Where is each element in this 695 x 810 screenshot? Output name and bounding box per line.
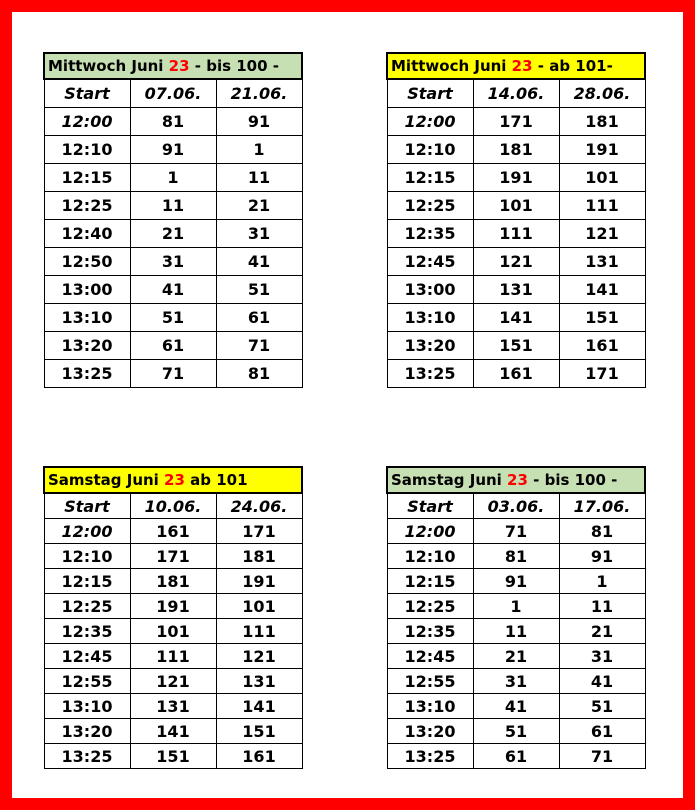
value-cell: 1 [216,136,302,164]
value-cell: 31 [216,220,302,248]
value-cell: 51 [559,694,645,719]
value-cell: 151 [130,744,216,769]
header-cell: Start [44,493,130,519]
schedule-table-samstag-bis-100 [386,466,646,769]
value-cell: 101 [473,192,559,220]
table-header-row [387,79,645,108]
table-title: Samstag Juni 23 ab 101 [44,467,302,493]
start-time-cell: 12:15 [44,164,130,192]
table-row [387,744,645,769]
value-cell: 121 [130,669,216,694]
start-time-cell: 13:10 [44,304,130,332]
start-time-cell: 12:25 [44,594,130,619]
table-row [44,164,302,192]
table-row [44,519,302,544]
header-cell: 14.06. [473,79,559,108]
value-cell: 41 [130,276,216,304]
value-cell: 161 [216,744,302,769]
start-time-cell: 13:20 [44,719,130,744]
value-cell: 131 [473,276,559,304]
table-row [387,669,645,694]
value-cell: 71 [216,332,302,360]
table-row [387,248,645,276]
start-time-cell: 12:25 [387,594,473,619]
start-time-cell: 12:10 [387,136,473,164]
start-time-cell: 12:10 [387,544,473,569]
value-cell: 141 [216,694,302,719]
start-time-cell: 13:10 [387,694,473,719]
value-cell: 91 [216,108,302,136]
table-row [387,332,645,360]
header-cell: Start [44,79,130,108]
start-time-cell: 12:15 [44,569,130,594]
value-cell: 21 [130,220,216,248]
value-cell: 51 [130,304,216,332]
value-cell: 171 [130,544,216,569]
table-row [387,544,645,569]
value-cell: 81 [559,519,645,544]
header-cell: 21.06. [216,79,302,108]
table-row [44,669,302,694]
value-cell: 171 [473,108,559,136]
table-row [387,569,645,594]
table-row [44,694,302,719]
value-cell: 171 [559,360,645,388]
start-time-cell: 12:55 [387,669,473,694]
value-cell: 151 [559,304,645,332]
value-cell: 61 [559,719,645,744]
value-cell: 181 [473,136,559,164]
table-row [387,108,645,136]
table-row [387,304,645,332]
table-row [44,360,302,388]
start-time-cell: 12:35 [44,619,130,644]
value-cell: 51 [216,276,302,304]
value-cell: 41 [559,669,645,694]
start-time-cell: 12:45 [387,248,473,276]
start-time-cell: 13:20 [44,332,130,360]
table-row [44,192,302,220]
value-cell: 131 [216,669,302,694]
table-title: Mittwoch Juni 23 - ab 101- [387,53,645,79]
value-cell: 151 [473,332,559,360]
table-row [44,719,302,744]
start-time-cell: 12:00 [44,108,130,136]
value-cell: 121 [559,220,645,248]
start-time-cell: 12:25 [44,192,130,220]
value-cell: 11 [473,619,559,644]
table-header-row [44,493,302,519]
start-time-cell: 12:15 [387,569,473,594]
value-cell: 161 [130,519,216,544]
table-title: Mittwoch Juni 23 - bis 100 - [44,53,302,79]
schedule-table-mittwoch-ab-101 [386,52,646,388]
start-time-cell: 12:55 [44,669,130,694]
value-cell: 101 [130,619,216,644]
value-cell: 1 [559,569,645,594]
start-time-cell: 12:15 [387,164,473,192]
start-time-cell: 12:10 [44,544,130,569]
value-cell: 61 [473,744,559,769]
start-time-cell: 13:00 [387,276,473,304]
table-row [387,220,645,248]
start-time-cell: 12:50 [44,248,130,276]
table-row [387,276,645,304]
value-cell: 61 [216,304,302,332]
table-row [387,644,645,669]
start-time-cell: 12:45 [44,644,130,669]
value-cell: 181 [130,569,216,594]
value-cell: 101 [559,164,645,192]
value-cell: 171 [216,519,302,544]
start-time-cell: 12:00 [44,519,130,544]
value-cell: 111 [130,644,216,669]
value-cell: 111 [559,192,645,220]
table-row [387,694,645,719]
header-cell: 10.06. [130,493,216,519]
table-row [44,248,302,276]
start-time-cell: 12:10 [44,136,130,164]
schedule-table-samstag-ab-101 [43,466,303,769]
value-cell: 161 [559,332,645,360]
value-cell: 1 [473,594,559,619]
start-time-cell: 13:10 [387,304,473,332]
value-cell: 21 [216,192,302,220]
value-cell: 71 [473,519,559,544]
value-cell: 191 [216,569,302,594]
start-time-cell: 13:20 [387,332,473,360]
table-row [44,569,302,594]
value-cell: 41 [473,694,559,719]
value-cell: 141 [130,719,216,744]
start-time-cell: 13:25 [387,744,473,769]
value-cell: 81 [130,108,216,136]
start-time-cell: 12:35 [387,220,473,248]
start-time-cell: 13:10 [44,694,130,719]
value-cell: 21 [473,644,559,669]
table-row [44,304,302,332]
table-row [44,136,302,164]
value-cell: 11 [130,192,216,220]
table-row [44,544,302,569]
schedule-table-mittwoch-bis-100 [43,52,303,388]
start-time-cell: 13:25 [44,360,130,388]
value-cell: 91 [130,136,216,164]
value-cell: 111 [216,619,302,644]
value-cell: 191 [130,594,216,619]
start-time-cell: 13:25 [387,360,473,388]
table-row [387,164,645,192]
value-cell: 31 [559,644,645,669]
table-row [44,744,302,769]
header-cell: 03.06. [473,493,559,519]
value-cell: 111 [473,220,559,248]
value-cell: 41 [216,248,302,276]
value-cell: 81 [216,360,302,388]
table-row [44,276,302,304]
table-row [44,332,302,360]
table-header-row [44,79,302,108]
table-row [387,360,645,388]
table-row [387,136,645,164]
value-cell: 81 [473,544,559,569]
value-cell: 51 [473,719,559,744]
header-cell: 07.06. [130,79,216,108]
value-cell: 181 [559,108,645,136]
table-row [387,619,645,644]
value-cell: 131 [130,694,216,719]
header-cell: 28.06. [559,79,645,108]
value-cell: 1 [130,164,216,192]
value-cell: 121 [216,644,302,669]
value-cell: 71 [130,360,216,388]
start-time-cell: 12:35 [387,619,473,644]
table-row [387,719,645,744]
table-row [44,108,302,136]
value-cell: 131 [559,248,645,276]
table-row [387,594,645,619]
value-cell: 141 [473,304,559,332]
value-cell: 141 [559,276,645,304]
header-cell: Start [387,493,473,519]
start-time-cell: 12:25 [387,192,473,220]
value-cell: 31 [130,248,216,276]
value-cell: 31 [473,669,559,694]
value-cell: 151 [216,719,302,744]
table-row [44,619,302,644]
start-time-cell: 12:45 [387,644,473,669]
value-cell: 11 [559,594,645,619]
table-title: Samstag Juni 23 - bis 100 - [387,467,645,493]
header-cell: 17.06. [559,493,645,519]
value-cell: 161 [473,360,559,388]
start-time-cell: 12:00 [387,519,473,544]
value-cell: 191 [559,136,645,164]
start-time-cell: 13:25 [44,744,130,769]
value-cell: 91 [473,569,559,594]
table-row [387,519,645,544]
value-cell: 71 [559,744,645,769]
value-cell: 11 [216,164,302,192]
table-row [44,644,302,669]
start-time-cell: 12:40 [44,220,130,248]
table-row [44,220,302,248]
start-time-cell: 13:00 [44,276,130,304]
value-cell: 181 [216,544,302,569]
value-cell: 101 [216,594,302,619]
start-time-cell: 13:20 [387,719,473,744]
header-cell: 24.06. [216,493,302,519]
value-cell: 21 [559,619,645,644]
value-cell: 91 [559,544,645,569]
table-row [44,594,302,619]
table-row [387,192,645,220]
table-header-row [387,493,645,519]
value-cell: 121 [473,248,559,276]
start-time-cell: 12:00 [387,108,473,136]
value-cell: 191 [473,164,559,192]
value-cell: 61 [130,332,216,360]
header-cell: Start [387,79,473,108]
